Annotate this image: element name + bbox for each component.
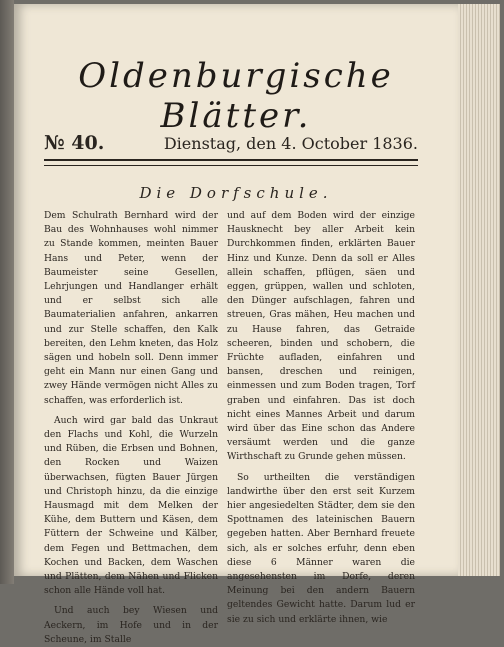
header-rule xyxy=(44,159,418,166)
book-page xyxy=(14,4,458,645)
page-edges xyxy=(455,4,500,576)
issue-number: № 40. xyxy=(44,132,105,154)
paragraph: und auf dem Boden wird der einzige Hausknecht bey aller Arbeit kein Durchkommen finden, erklärten Bauer Hinz und Kunze. Denn da soll er Alles allein schaffen, pflügen, säen und eggen, grüppen, wallen und schloten, den Dünger aufschlagen, fahren und streuen, Gras mähen, Heu machen und zu Hause fahren, das Getraide scheeren, binden und schobern, die Früchte aufladen, einfahren und bansen, dreschen und reinigen, einmessen und zum Boden tragen, Torf graben und einfahren. Das ist doch nicht eines Mannes Arbeit und darum wird über das Eine schon das Andere versäumt werden und die ganze Wirthschaft zu Grunde gehen müssen. xyxy=(227,210,415,463)
article-title: Die Dorfschule. xyxy=(139,184,333,202)
paragraph: Auch wird gar bald das Unkraut den Flachs und Kohl, die Wurzeln und Rüben, die Erbsen und Bohnen, den Rocken und Waizen überwachsen, fügten Bauer Jürgen und Christoph hinzu, da die einzige Hausmagd mit dem Melken der Kühe, dem Buttern und Käsen, dem Füttern der Schweine und Kälber, dem Fegen und Bettmachen, dem Kochen und Backen, dem Waschen und Plätten, dem Nähen und Flicken schon alle Hände voll hat. xyxy=(44,414,218,597)
issue-date: Dienstag, den 4. October 1836. xyxy=(163,134,418,153)
text-column-right xyxy=(227,209,415,627)
issue-line xyxy=(44,132,418,154)
paragraph: Und auch bey Wiesen und Aeckern, im Hofe und in der Scheune, im Stalle xyxy=(44,605,218,645)
paragraph: Dem Schulrath Bernhard wird der Bau des Wohnhauses wohl nimmer zu Stande kommen, meinten Bauer Hans und Peter, wenn der Baumeister seine Gesellen, Lehrjungen und Handlanger erhält und er selbst sich alle Baumaterialien anfahren, ankarren und zur Stelle schaffen, den Kalk bereiten, den Lehm kneten, das Holz sägen und hobeln soll. Denn immer geht ein Mann nur einen Gang und zwey Hände vermögen nicht Alles zu schaffen, was erforderlich ist. xyxy=(44,210,218,406)
masthead-title: Oldenburgische Blätter. xyxy=(78,56,394,136)
book-binding-left xyxy=(0,0,14,584)
paragraph: So urtheilten die verständigen landwirthe über den erst seit Kurzem hier angesiedelten Städter, dem sie den Spottnamen des lateinischen Bauern gegeben hatten. Aber Bernhard freuete sich, als er solches erfuhr, denn eben diese 6 Männer waren die angesehensten im Dorfe, deren Meinung bei den andern Bauern geltendes Gewicht hatte. Darum lud er sie zu sich und erklärte ihnen, wie xyxy=(227,471,415,625)
text-column-left xyxy=(44,209,218,647)
